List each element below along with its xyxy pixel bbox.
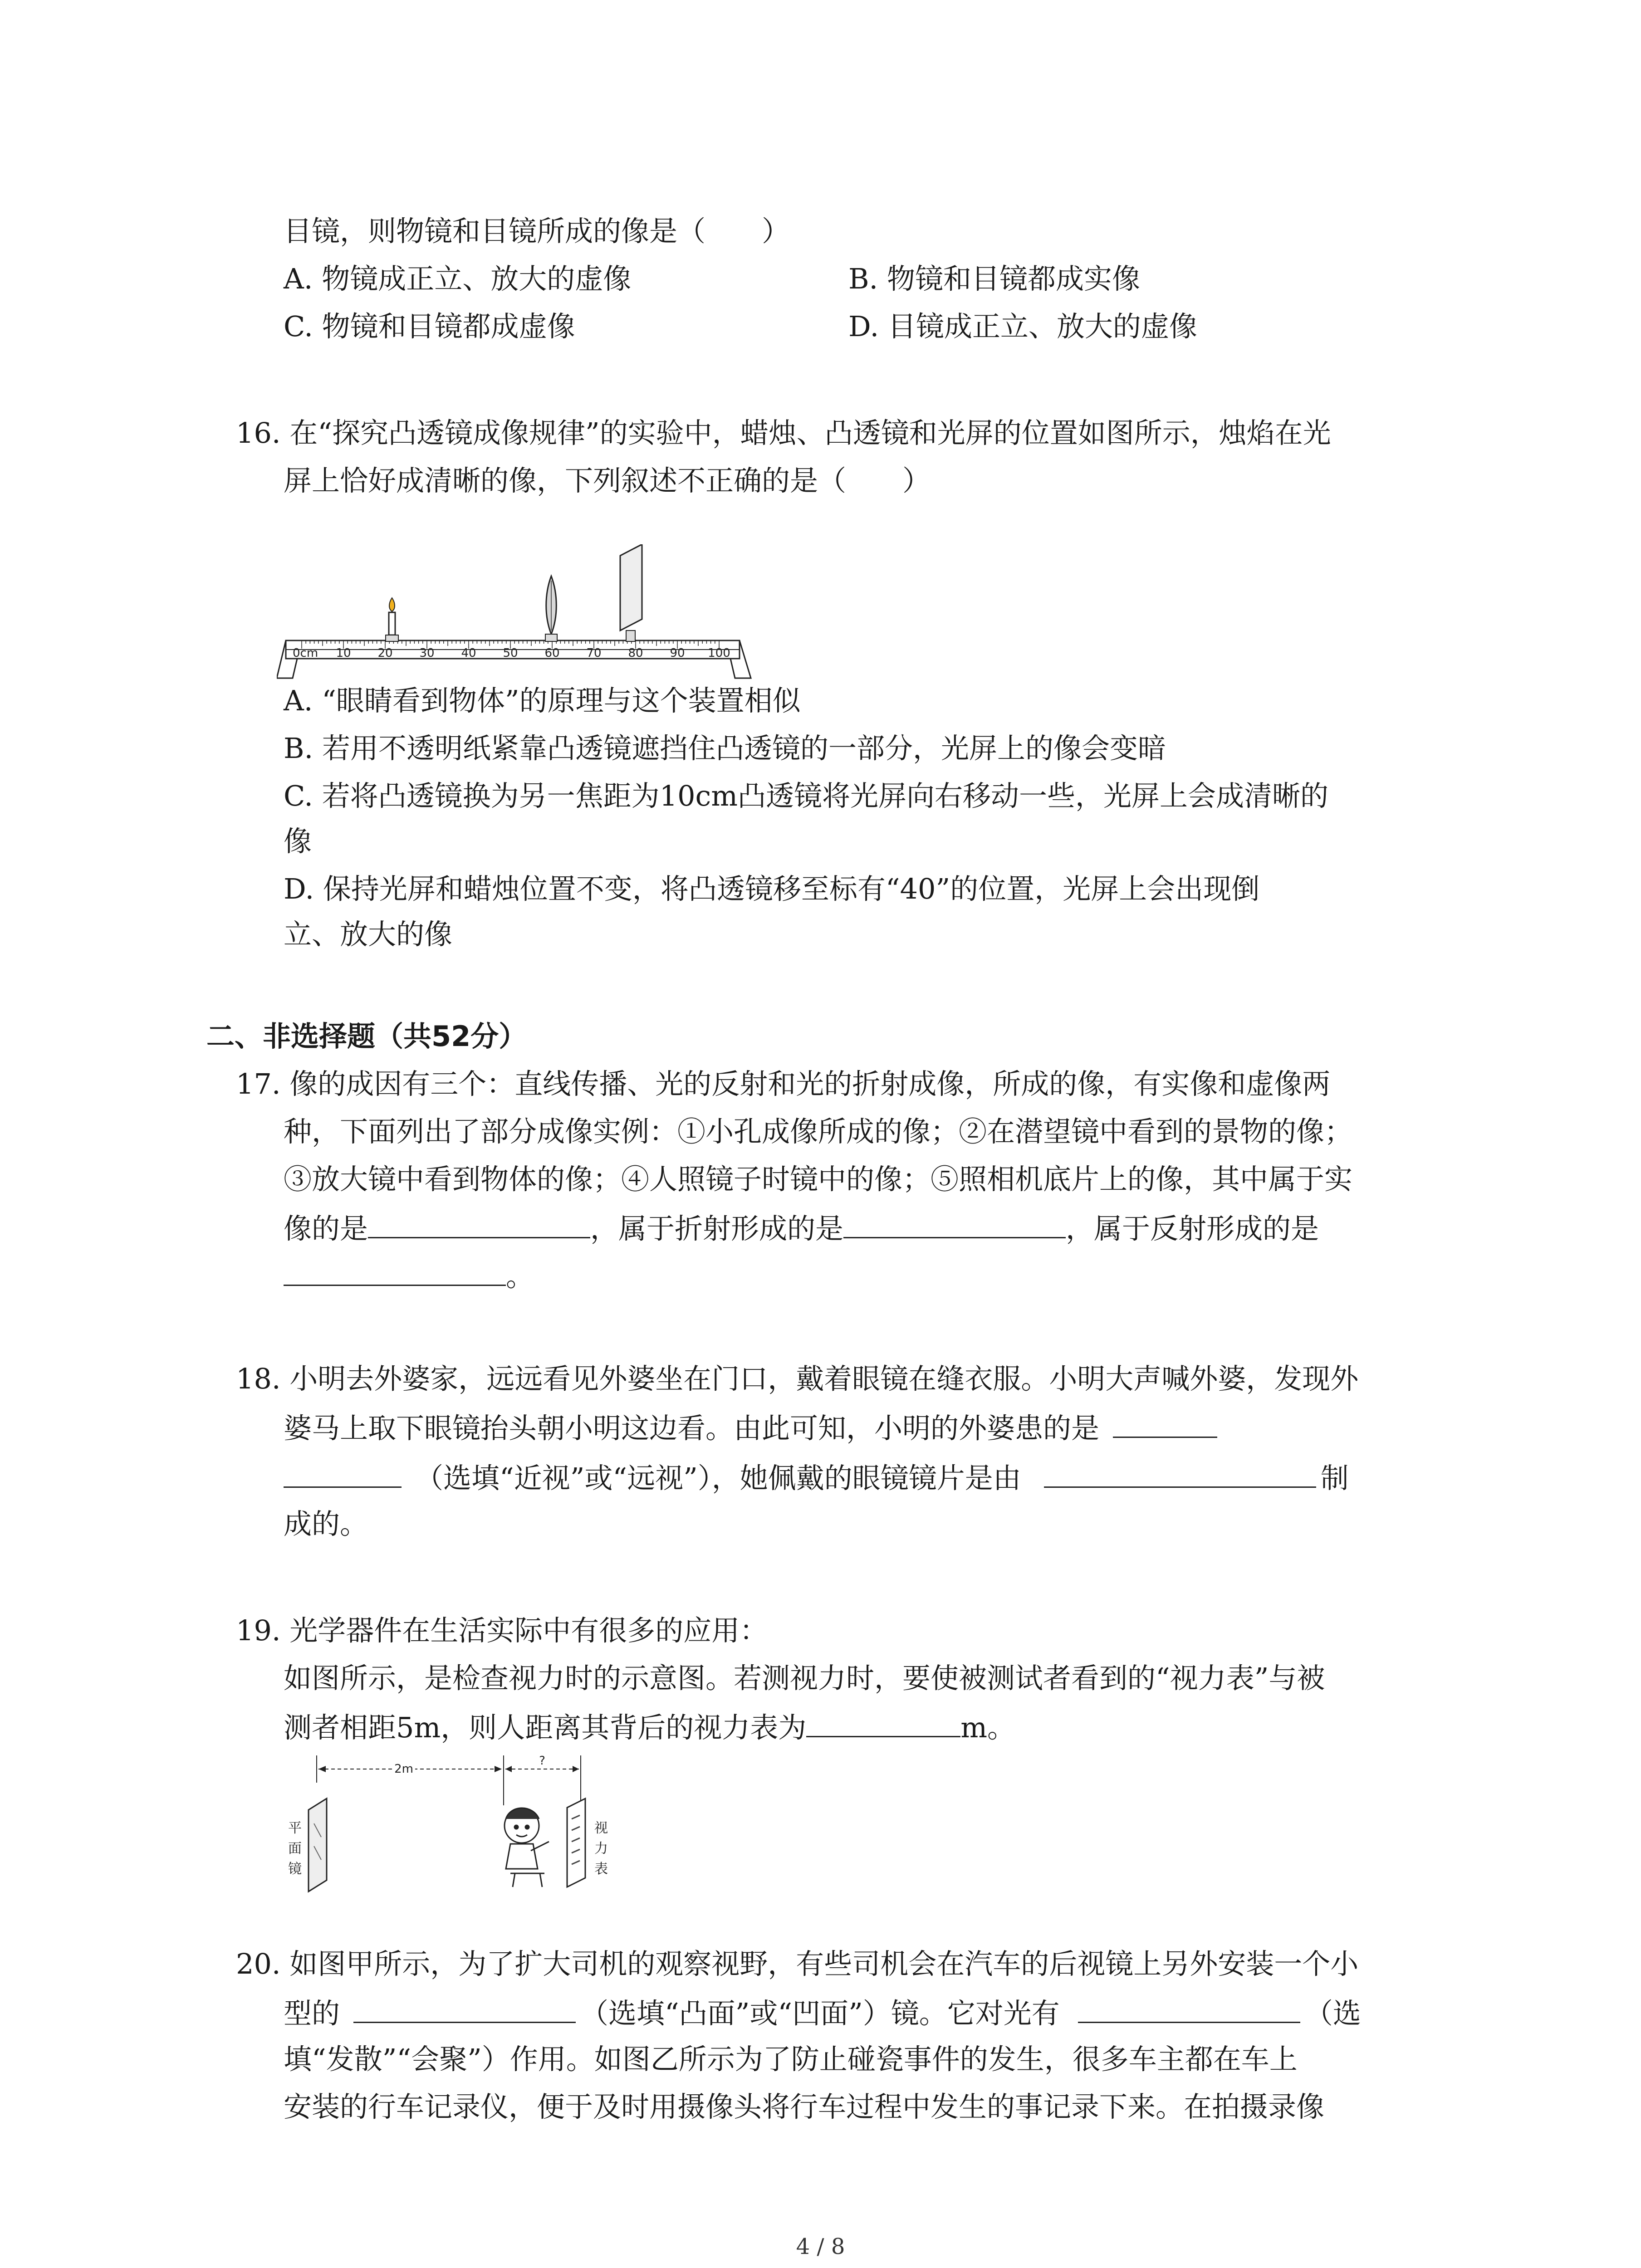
q18-line2	[284, 1408, 1217, 1447]
q20-text-type: 型的	[284, 1997, 340, 2030]
q20-text-select: （选	[1304, 1997, 1361, 2030]
q17-blank-3[interactable]	[284, 1256, 506, 1286]
ruler-label: 50	[503, 646, 518, 660]
q20-line1: 20. 如图甲所示，为了扩大司机的观察视野，有些司机会在汽车的后视镜上另外安装一个小	[236, 1947, 1359, 1980]
q20-line2	[284, 1994, 1361, 2032]
q15-option-b: B. 物镜和目镜都成实像	[848, 262, 1140, 295]
q20-line3: 填“发散”“会聚”）作用。如图乙所示为了防止碰瓷事件的发生，很多车主都在车上	[284, 2043, 1298, 2076]
ruler-label: 30	[419, 646, 435, 660]
label-question: ?	[539, 1754, 545, 1768]
q18-text-made: 制	[1320, 1461, 1349, 1495]
q16-option-c-line2: 像	[284, 825, 312, 858]
q20-blank-2[interactable]	[1078, 1994, 1300, 2023]
q16-stem-line2: 屏上恰好成清晰的像，下列叙述不正确的是（ ）	[284, 464, 931, 497]
q19-unit: m。	[960, 1711, 1016, 1744]
q17-end-punct: 。	[506, 1260, 534, 1293]
q17-line2: 种，下面列出了部分成像实例：①小孔成像所成的像；②在潜望镜中看到的景物的像；	[284, 1115, 1353, 1148]
chart-label-2: 力	[594, 1841, 608, 1857]
q19-line3	[284, 1708, 1015, 1746]
section-2-title: 二、非选择题（共52分）	[206, 1020, 527, 1053]
mirror-label-1: 平	[288, 1820, 302, 1836]
q16-option-d-line1: D. 保持光屏和蜡烛位置不变，将凸透镜移至标有“40”的位置，光屏上会出现倒	[284, 872, 1260, 905]
eye-chart	[567, 1799, 585, 1887]
ruler-label: 0cm	[293, 646, 318, 660]
q19-blank[interactable]	[806, 1708, 960, 1737]
q20-text-mirror: （选填“凸面”或“凹面”）镜。它对光有	[580, 1997, 1060, 2030]
q20-blank-1[interactable]	[353, 1994, 576, 2023]
q17-line5	[284, 1256, 534, 1295]
q18-blank-1a[interactable]	[1113, 1408, 1217, 1438]
q17-line3: ③放大镜中看到物体的像；④人照镜子时镜中的像；⑤照相机底片上的像，其中属于实	[284, 1163, 1353, 1196]
q15-option-d: D. 目镜成正立、放大的虚像	[848, 310, 1197, 343]
q20-line4: 安装的行车记录仪，便于及时用摄像头将行车过程中发生的事记录下来。在拍摄录像	[284, 2090, 1325, 2123]
page-number: 4 / 8	[796, 2234, 845, 2259]
q19-line2: 如图所示，是检查视力时的示意图。若测视力时，要使被测试者看到的“视力表”与被	[284, 1662, 1325, 1695]
mirror-label-2: 面	[288, 1841, 302, 1857]
ruler-label: 60	[544, 646, 560, 660]
q16-option-c-line1: C. 若将凸透镜换为另一焦距为10cm凸透镜将光屏向右移动一些，光屏上会成清晰的	[284, 779, 1329, 812]
candle	[386, 598, 398, 641]
q18-line1: 18. 小明去外婆家，远远看见外婆坐在门口，戴着眼镜在缝衣服。小明大声喊外婆，发现外	[236, 1362, 1359, 1395]
label-2m: 2m	[394, 1762, 413, 1776]
q16-option-d-line2: 立、放大的像	[284, 918, 453, 951]
q18-text-lens: （选填“近视”或“远视”），她佩戴的眼镜镜片是由	[415, 1461, 1021, 1495]
q18-blank-2[interactable]	[1044, 1458, 1316, 1488]
q19-line1: 19. 光学器件在生活实际中有很多的应用：	[236, 1614, 768, 1647]
chart-label-3: 表	[594, 1861, 608, 1877]
ruler-label: 20	[377, 646, 393, 660]
convex-lens	[545, 576, 557, 641]
q17-blank-2[interactable]	[843, 1209, 1066, 1238]
vision-test-figure	[277, 1751, 640, 1901]
ruler-label: 100	[708, 646, 730, 660]
q17-line4	[284, 1209, 1319, 1247]
q17-blank-1[interactable]	[368, 1209, 590, 1238]
q18-text-condition: 婆马上取下眼镜抬头朝小明这边看。由此可知，小明的外婆患的是	[284, 1412, 1100, 1445]
mirror-label-3: 镜	[288, 1861, 302, 1877]
q18-line3	[284, 1458, 1349, 1496]
q17-line1: 17. 像的成因有三个：直线传播、光的反射和光的折射成像，所成的像，有实像和虚像两	[236, 1067, 1331, 1100]
q15-stem-continued: 目镜，则物镜和目镜所成的像是（ ）	[284, 215, 790, 248]
ruler-label: 80	[628, 646, 643, 660]
q16-stem-line1: 16. 在“探究凸透镜成像规律”的实验中，蜡烛、凸透镜和光屏的位置如图所示，烛焰在光	[236, 416, 1331, 450]
optical-bench-figure	[277, 544, 753, 680]
ruler-label: 90	[670, 646, 685, 660]
q18-blank-1b[interactable]	[284, 1458, 402, 1488]
q15-option-c: C. 物镜和目镜都成虚像	[284, 310, 575, 343]
ruler-label: 40	[461, 646, 476, 660]
q17-text-refraction: ，属于折射形成的是	[590, 1212, 844, 1245]
q18-line4: 成的。	[284, 1507, 368, 1540]
q16-option-b: B. 若用不透明纸紧靠凸透镜遮挡住凸透镜的一部分，光屏上的像会变暗	[284, 732, 1166, 765]
q17-text-reflection: ，属于反射形成的是	[1066, 1212, 1319, 1245]
q15-option-a: A. 物镜成正立、放大的虚像	[284, 262, 632, 295]
q16-option-a: A. “眼睛看到物体”的原理与这个装置相似	[284, 684, 801, 717]
test-subject-person	[505, 1808, 549, 1887]
q19-text-distance: 测者相距5m，则人距离其背后的视力表为	[284, 1711, 807, 1744]
q17-text-real-image: 像的是	[284, 1212, 368, 1245]
plane-mirror	[309, 1799, 327, 1892]
light-screen	[620, 544, 642, 641]
ruler-label: 70	[586, 646, 602, 660]
chart-label-1: 视	[594, 1820, 608, 1836]
ruler-label: 10	[336, 646, 351, 660]
